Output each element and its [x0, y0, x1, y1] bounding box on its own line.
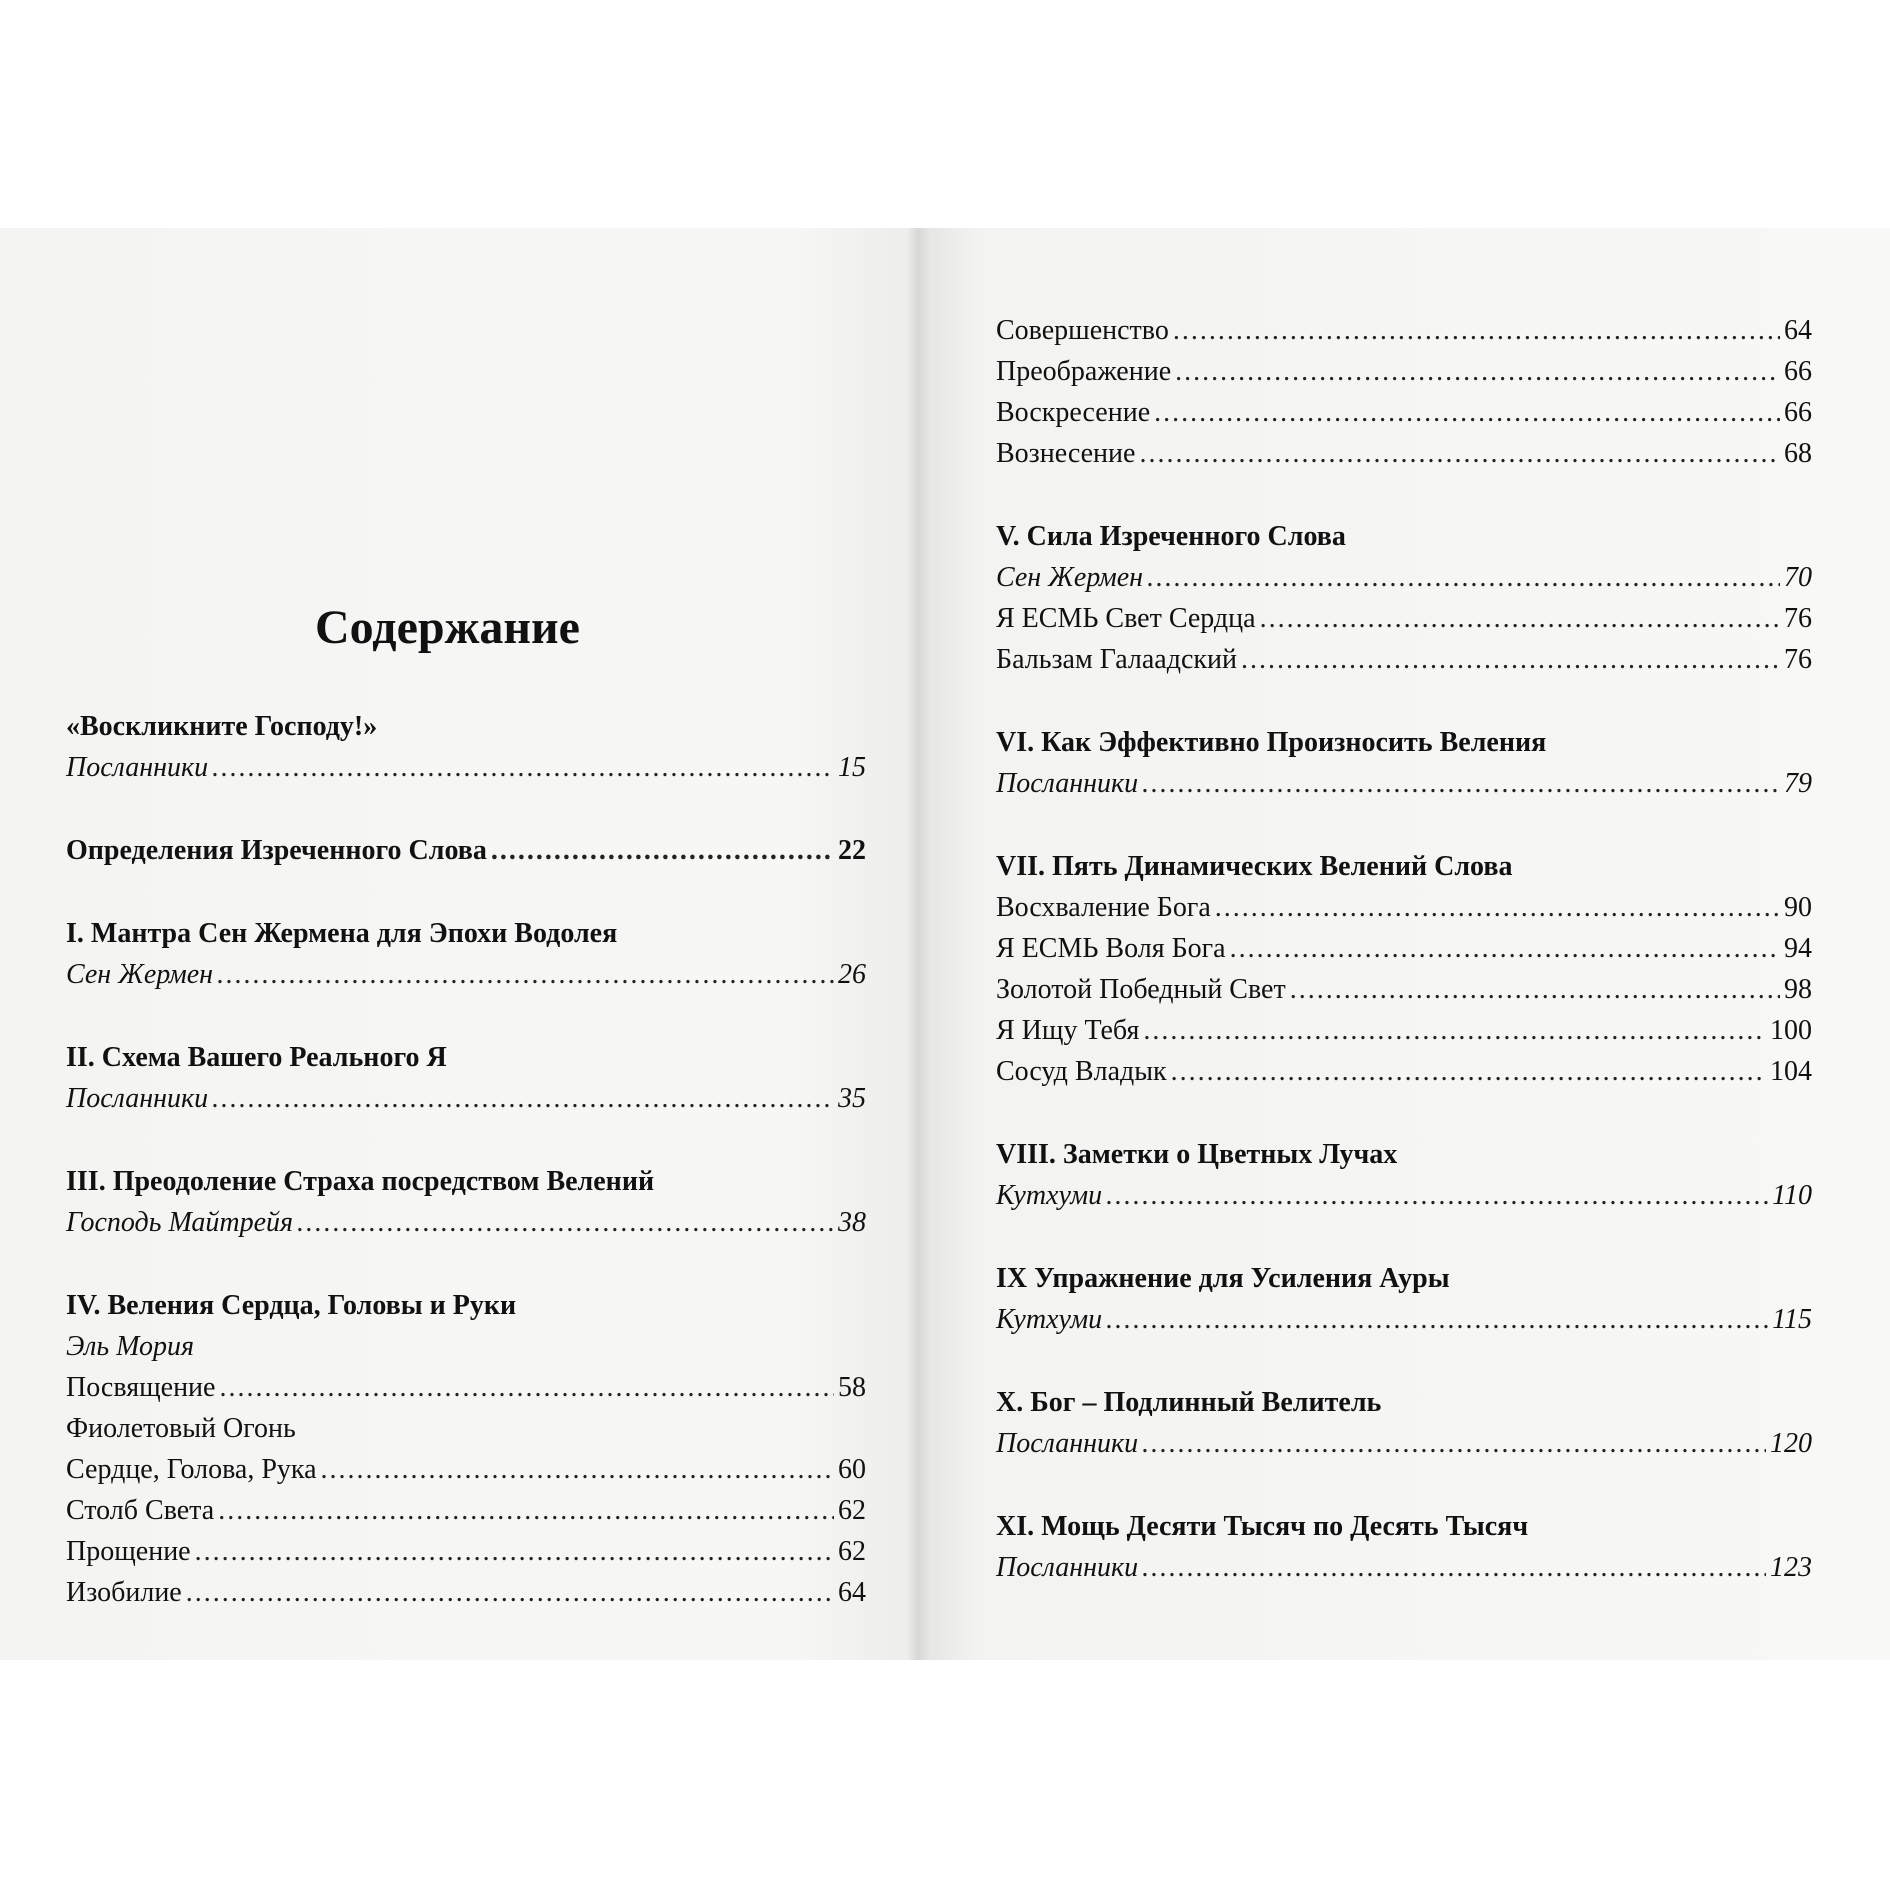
toc-entry: [996, 1258, 1812, 1340]
toc-line-text: Эль Мория: [66, 1331, 195, 1362]
dot-leader: [491, 830, 834, 871]
page-number: 79: [1784, 768, 1812, 799]
dot-leader: [1215, 887, 1780, 928]
dot-leader: [1142, 1547, 1766, 1588]
dot-leader: [297, 1202, 834, 1243]
toc-line-text: Сердце, Голова, Рука: [66, 1454, 317, 1485]
page-number: 66: [1784, 356, 1812, 387]
toc-line-text: Воскресение: [996, 397, 1151, 428]
toc-heading: [996, 516, 1812, 557]
dot-leader: [218, 1490, 834, 1531]
dot-leader: [1143, 1010, 1766, 1051]
toc-author-line: [996, 1423, 1812, 1464]
toc-heading: [996, 846, 1812, 887]
toc-heading: [66, 1037, 866, 1078]
toc-author-line: [996, 1175, 1812, 1216]
toc-item: [996, 928, 1812, 969]
toc-line-text: Кутхуми: [996, 1180, 1103, 1211]
toc-author-line: [66, 747, 866, 788]
dot-leader: [195, 1531, 834, 1572]
toc-item: [66, 1367, 866, 1408]
dot-leader: [1147, 557, 1780, 598]
dot-leader: [186, 1572, 834, 1613]
page-number: 104: [1770, 1056, 1812, 1087]
toc-entry: [996, 1506, 1812, 1588]
toc-heading: [996, 1258, 1812, 1299]
page-number: 62: [838, 1495, 866, 1526]
toc-line-text: IV. Веления Сердца, Головы и Руки: [66, 1290, 517, 1321]
page-number: 68: [1784, 438, 1812, 469]
dot-leader: [321, 1449, 834, 1490]
toc-line-text: Сен Жермен: [996, 562, 1144, 593]
page-number: 66: [1784, 397, 1812, 428]
dot-leader: [212, 1078, 834, 1119]
toc-line-text: Фиолетовый Огонь: [66, 1413, 296, 1444]
page-number: 22: [838, 835, 866, 866]
page-number: 76: [1784, 603, 1812, 634]
page-number: 62: [838, 1536, 866, 1567]
page-number: 70: [1784, 562, 1812, 593]
toc-author-line: [996, 1547, 1812, 1588]
toc-heading: [66, 706, 866, 747]
toc-line-text: Прощение: [66, 1536, 191, 1567]
toc-heading: [996, 1382, 1812, 1423]
page-number: 64: [838, 1577, 866, 1608]
toc-item: [996, 598, 1812, 639]
toc-line-text: VI. Как Эффективно Произносить Веления: [996, 727, 1547, 758]
page-number: 38: [838, 1207, 866, 1238]
toc-line-text: Определения Изреченного Слова: [66, 835, 487, 866]
toc-entry: [996, 846, 1812, 1092]
page-number: 76: [1784, 644, 1812, 675]
dot-leader: [1106, 1299, 1768, 1340]
page-number: 120: [1770, 1428, 1812, 1459]
dot-leader: [219, 1367, 834, 1408]
toc-heading: [996, 1134, 1812, 1175]
toc-author-line: [996, 557, 1812, 598]
toc-line-text: Я ЕСМЬ Воля Бога: [996, 933, 1226, 964]
toc-item: [66, 1572, 866, 1613]
toc-item: [66, 1449, 866, 1490]
toc-heading: [66, 913, 866, 954]
dot-leader: [1173, 310, 1780, 351]
toc-item: [66, 1531, 866, 1572]
toc-heading: [996, 722, 1812, 763]
toc-heading: [66, 830, 866, 871]
page-number: 123: [1770, 1552, 1812, 1583]
page-number: 110: [1772, 1180, 1812, 1211]
toc-line-text: Бальзам Галаадский: [996, 644, 1237, 675]
toc-item: [996, 969, 1812, 1010]
toc-entry: [66, 1285, 866, 1613]
toc-heading: [66, 1285, 866, 1326]
toc-heading: [996, 1506, 1812, 1547]
toc-line-text: XI. Мощь Десяти Тысяч по Десять Тысяч: [996, 1511, 1529, 1542]
toc-line-text: Я Ищу Тебя: [996, 1015, 1140, 1046]
toc-line-text: Золотой Победный Свет: [996, 974, 1286, 1005]
toc-line-text: I. Мантра Сен Жермена для Эпохи Водолея: [66, 918, 618, 949]
page-number: 98: [1784, 974, 1812, 1005]
toc-entry: [66, 913, 866, 995]
dot-leader: [217, 954, 834, 995]
toc-entry: [996, 310, 1812, 474]
page-number: 26: [838, 959, 866, 990]
toc-line-text: Преображение: [996, 356, 1172, 387]
toc-line-text: Совершенство: [996, 315, 1169, 346]
dot-leader: [1290, 969, 1780, 1010]
dot-leader: [1230, 928, 1780, 969]
toc-line-text: «Воскликните Господу!»: [66, 711, 378, 742]
toc-line-text: Изобилие: [66, 1577, 182, 1608]
page-number: 60: [838, 1454, 866, 1485]
toc-author-line: [66, 1078, 866, 1119]
toc-author-line: [66, 1202, 866, 1243]
toc-entry: [66, 1037, 866, 1119]
toc-line-text: Столб Света: [66, 1495, 215, 1526]
toc-line-text: VIII. Заметки о Цветных Лучах: [996, 1139, 1398, 1170]
page-number: 100: [1770, 1015, 1812, 1046]
dot-leader: [1154, 392, 1780, 433]
dot-leader: [1142, 763, 1780, 804]
toc-entry: [996, 1382, 1812, 1464]
book-spread: [0, 228, 1890, 1660]
toc-line-text: Восхваление Бога: [996, 892, 1211, 923]
toc-line-text: Кутхуми: [996, 1304, 1103, 1335]
dot-leader: [1139, 433, 1780, 474]
toc-item: [996, 887, 1812, 928]
toc-line-text: II. Схема Вашего Реального Я: [66, 1042, 447, 1073]
toc-line-text: Сен Жермен: [66, 959, 214, 990]
toc-line-text: Я ЕСМЬ Свет Сердца: [996, 603, 1256, 634]
page-number: 15: [838, 752, 866, 783]
toc-line-text: Посланники: [996, 1428, 1139, 1459]
toc-item: [66, 1490, 866, 1531]
toc-line-text: VII. Пять Динамических Велений Слова: [996, 851, 1513, 882]
toc-line-text: Посланники: [996, 768, 1139, 799]
toc-line-text: Посвящение: [66, 1372, 216, 1403]
toc-line-text: V. Сила Изреченного Слова: [996, 521, 1346, 552]
toc-item: [996, 639, 1812, 680]
page-number: 64: [1784, 315, 1812, 346]
page-title: Содержание: [315, 601, 580, 654]
page-number: 94: [1784, 933, 1812, 964]
toc-line-text: Посланники: [66, 752, 209, 783]
toc-item: [996, 392, 1812, 433]
toc-item: [996, 1051, 1812, 1092]
toc-line-text: Посланники: [66, 1083, 209, 1114]
toc-heading: [66, 1161, 866, 1202]
toc-author-line: [66, 954, 866, 995]
toc-entry: [66, 706, 866, 788]
page-number: 35: [838, 1083, 866, 1114]
toc-line-text: Господь Майтрейя: [66, 1207, 294, 1238]
toc-entry: [66, 830, 866, 871]
toc-item: [996, 351, 1812, 392]
toc-author-line: [66, 1326, 866, 1367]
toc-line-text: IX Упражнение для Усиления Ауры: [996, 1263, 1450, 1294]
dot-leader: [1241, 639, 1780, 680]
toc-line-text: X. Бог – Подлинный Велитель: [996, 1387, 1382, 1418]
dot-leader: [1260, 598, 1780, 639]
page-number: 58: [838, 1372, 866, 1403]
page-number: 115: [1772, 1304, 1812, 1335]
toc-line-text: Сосуд Владык: [996, 1056, 1167, 1087]
page-number: 90: [1784, 892, 1812, 923]
toc-line-text: III. Преодоление Страха посредством Велений: [66, 1166, 655, 1197]
toc-entry: [996, 516, 1812, 680]
toc-item: [66, 1408, 866, 1449]
toc-left-column: [66, 706, 866, 1655]
dot-leader: [1171, 1051, 1766, 1092]
toc-entry: [66, 1161, 866, 1243]
toc-author-line: [996, 1299, 1812, 1340]
toc-entry: [996, 1134, 1812, 1216]
toc-author-line: [996, 763, 1812, 804]
toc-item: [996, 433, 1812, 474]
toc-entry: [996, 722, 1812, 804]
dot-leader: [212, 747, 834, 788]
dot-leader: [1106, 1175, 1768, 1216]
book-gutter: [906, 228, 932, 1660]
toc-item: [996, 310, 1812, 351]
toc-right-column: [996, 310, 1812, 1630]
toc-line-text: Посланники: [996, 1552, 1139, 1583]
dot-leader: [1142, 1423, 1766, 1464]
dot-leader: [1175, 351, 1780, 392]
toc-line-text: Вознесение: [996, 438, 1136, 469]
toc-item: [996, 1010, 1812, 1051]
